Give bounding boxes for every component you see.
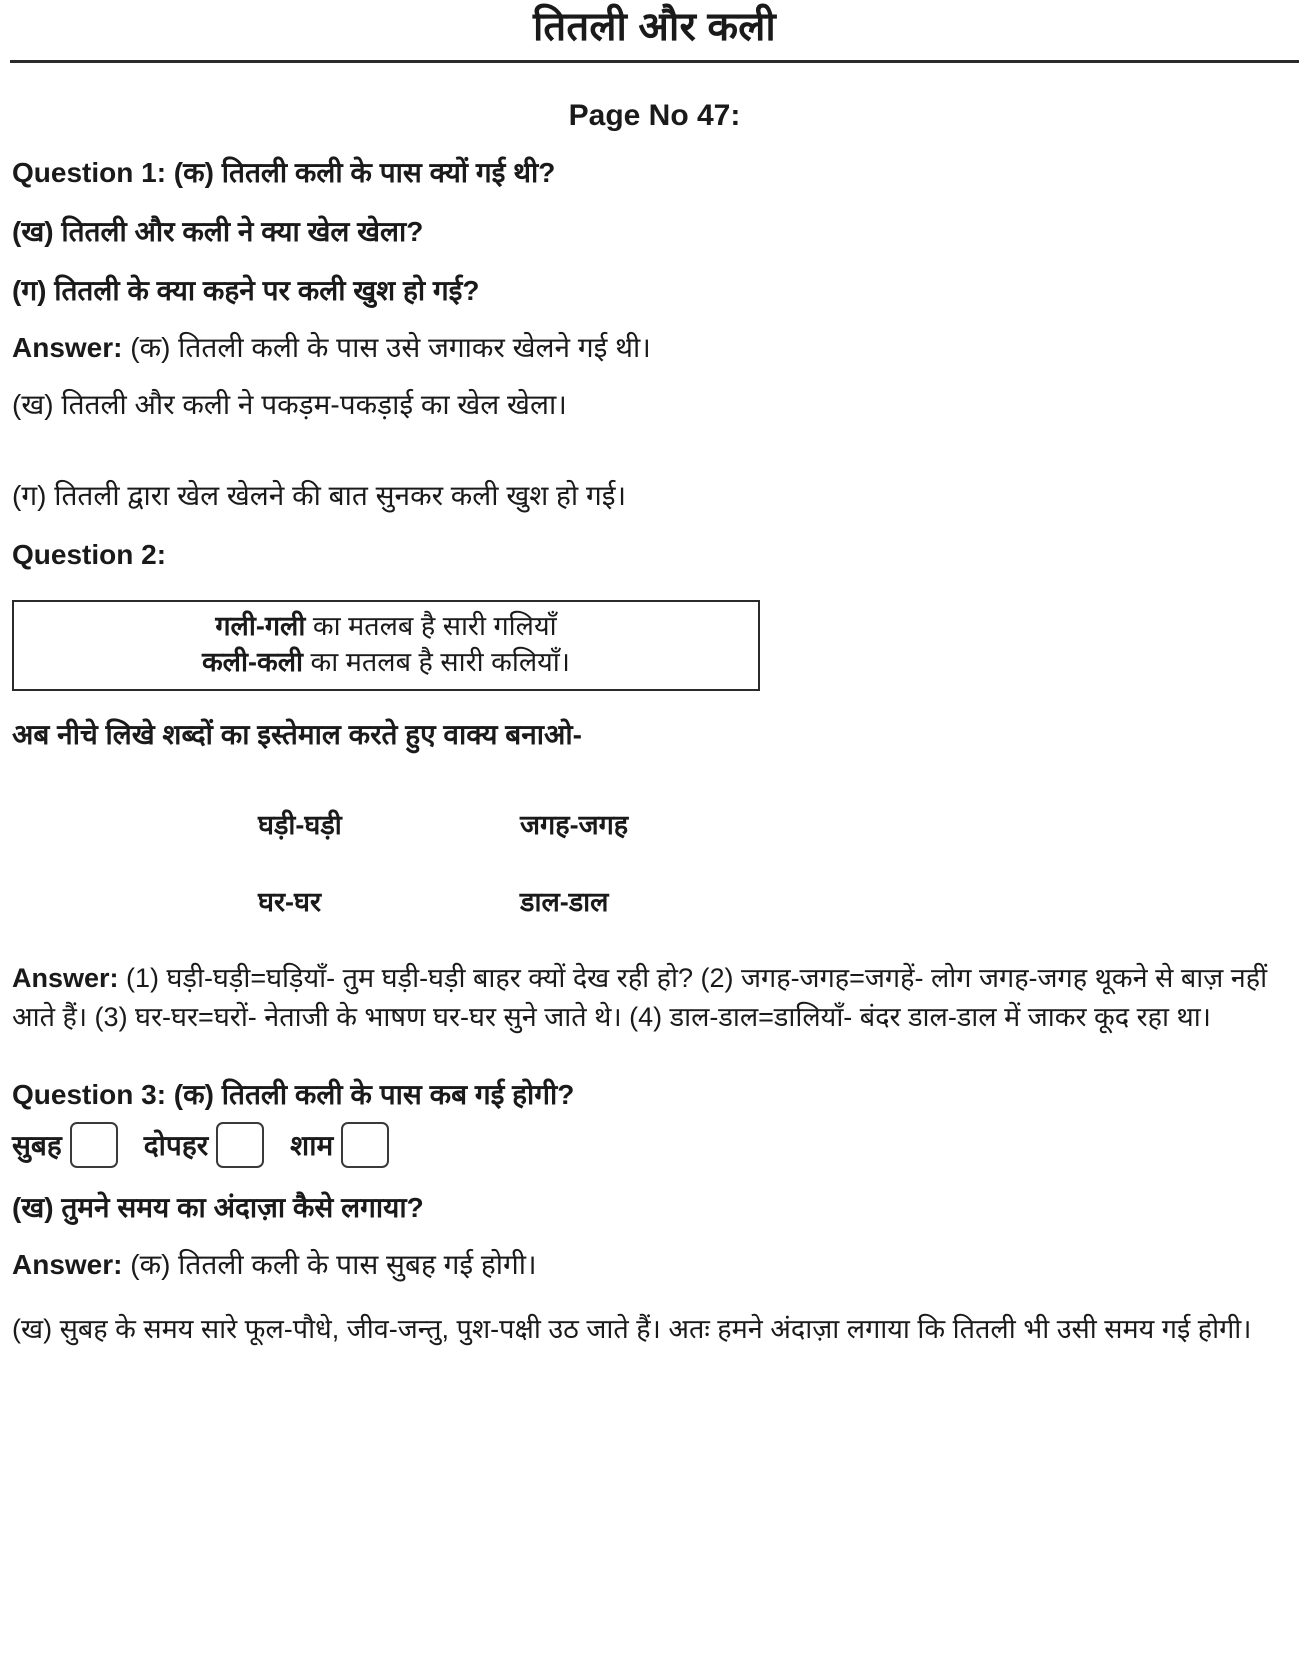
answer-1-line-ka bbox=[12, 330, 1299, 367]
page-number-heading: Page No 47: bbox=[568, 99, 741, 132]
choice-dopahar[interactable] bbox=[144, 1122, 290, 1168]
answer-1-text-ga: (ग) तितली द्वारा खेल खेलने की बात सुनकर कली खुश हो गई। bbox=[12, 479, 627, 511]
word-pair-grid bbox=[10, 805, 1299, 919]
question-1-part-kha: (ख) तितली और कली ने क्या खेल खेला? bbox=[12, 215, 424, 247]
answer-1-text-ka: (क) तितली कली के पास उसे जगाकर खेलने गई थी। bbox=[130, 331, 651, 363]
definition-box bbox=[12, 600, 760, 691]
question-1-part-ka: (क) तितली कली के पास क्यों गई थी? bbox=[173, 157, 556, 188]
question-3-part-ka: (क) तितली कली के पास कब गई होगी? bbox=[173, 1079, 575, 1111]
choice-label-subah: सुबह bbox=[12, 1130, 62, 1162]
answer-3-text-ka: (क) तितली कली के पास सुबह गई होगी। bbox=[130, 1249, 537, 1281]
choice-label-dopahar: दोपहर bbox=[143, 1130, 209, 1162]
answer-3-label: Answer: bbox=[12, 1249, 123, 1281]
question-3-part-kha: (ख) तुमने समय का अंदाज़ा कैसे लगाया? bbox=[12, 1192, 424, 1224]
definition-meaning-gali: का मतलब है सारी गलियाँ bbox=[305, 610, 557, 641]
paragraph-gap bbox=[10, 424, 1299, 458]
word-pair-ghar: घर-घर bbox=[258, 886, 321, 917]
definition-row-kali bbox=[14, 644, 758, 680]
question-2-label: Question 2: bbox=[12, 538, 167, 570]
paragraph-gap bbox=[10, 1037, 1299, 1055]
answer-1-label: Answer: bbox=[12, 331, 123, 363]
question-3-line-a bbox=[12, 1077, 1299, 1114]
definition-meaning-kali: का मतलब है सारी कलियाँ। bbox=[303, 647, 571, 678]
checkbox-dopahar[interactable] bbox=[216, 1122, 264, 1168]
answer-2-text: (1) घड़ी-घड़ी=घड़ियाँ- तुम घड़ी-घड़ी बाहर क्यों देख रही हो? (2) जगह-जगह=जगहें- लोग जगह-जगह थूकने से बाज़ नहीं आते हैं। (3) घर-घर=घरों- नेताजी के भाषण घर-घर सुने जाते थे। (4) डाल-डाल=डालियाँ- बंदर डाल-डाल में जाकर कूद रहा था। bbox=[12, 962, 1268, 1033]
word-pair-row bbox=[10, 882, 1299, 919]
answer-2-label: Answer: bbox=[12, 962, 119, 993]
question-1-line-a bbox=[12, 155, 1299, 192]
definition-term-gali: गली-गली bbox=[215, 610, 306, 641]
checkbox-shaam[interactable] bbox=[341, 1122, 389, 1168]
title-divider bbox=[10, 60, 1299, 63]
question-1-part-ga: (ग) तितली के क्या कहने पर कली खुश हो गई? bbox=[12, 274, 480, 306]
word-pair-row bbox=[10, 805, 1299, 842]
answer-1-text-kha: (ख) तितली और कली ने पकड़म-पकड़ाई का खेल खेला। bbox=[12, 388, 567, 420]
definition-row-gali bbox=[14, 608, 758, 644]
question-1-label: Question 1: bbox=[12, 157, 167, 188]
answer-3-text-kha: (ख) सुबह के समय सारे फूल-पौधे, जीव-जन्तु, पुश-पक्षी उठ जाते हैं। अतः हमने अंदाज़ा लगाया कि तितली भी उसी समय गई होगी। bbox=[12, 1314, 1252, 1345]
choice-label-shaam: शाम bbox=[290, 1130, 334, 1162]
answer-2-paragraph bbox=[12, 959, 1299, 1037]
word-pair-daal: डाल-डाल bbox=[520, 886, 609, 917]
choice-shaam[interactable] bbox=[290, 1122, 415, 1168]
question-2-instruction: अब नीचे लिखे शब्दों का इस्तेमाल करते हुए वाक्य बनाओ- bbox=[12, 718, 582, 750]
word-pair-jagah: जगह-जगह bbox=[520, 809, 629, 840]
checkbox-subah[interactable] bbox=[70, 1122, 118, 1168]
time-choice-row bbox=[12, 1122, 1299, 1168]
answer-3-line-ka bbox=[12, 1247, 1299, 1284]
word-pair-ghadi: घड़ी-घड़ी bbox=[258, 809, 342, 840]
page-title: तितली और कली bbox=[533, 5, 776, 49]
choice-subah[interactable] bbox=[12, 1122, 144, 1168]
question-3-label: Question 3: bbox=[12, 1079, 167, 1111]
definition-term-kali: कली-कली bbox=[201, 647, 303, 678]
